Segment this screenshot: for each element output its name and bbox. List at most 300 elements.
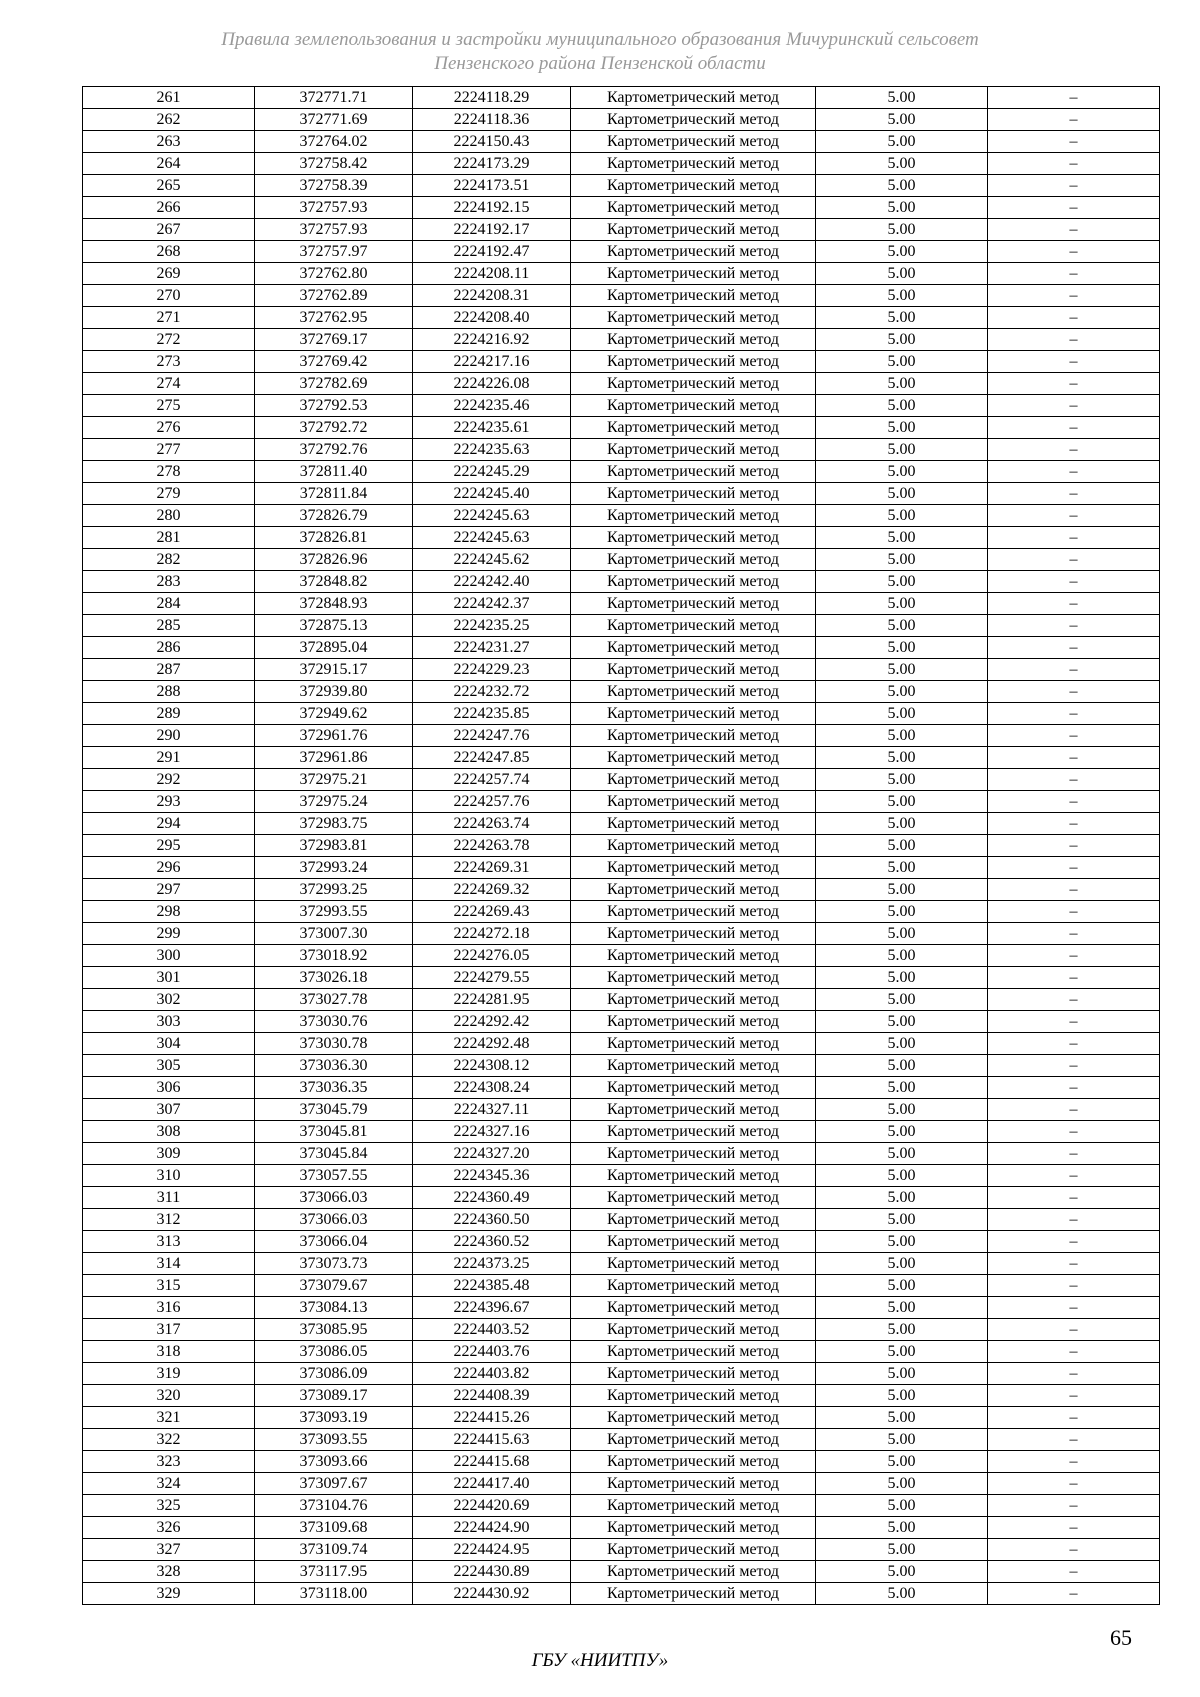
x-coordinate-cell: 372993.55 [255, 901, 413, 923]
accuracy-cell: 5.00 [816, 87, 988, 109]
table-row [83, 1011, 1160, 1033]
method-cell: Картометрический метод [571, 329, 816, 351]
point-number-cell: 312 [83, 1209, 255, 1231]
y-coordinate-cell: 2224242.40 [413, 571, 571, 593]
accuracy-cell: 5.00 [816, 923, 988, 945]
accuracy-cell: 5.00 [816, 1517, 988, 1539]
point-number-cell: 315 [83, 1275, 255, 1297]
method-cell: Картометрический метод [571, 351, 816, 373]
note-cell: – [988, 483, 1160, 505]
note-cell: – [988, 637, 1160, 659]
x-coordinate-cell: 372792.72 [255, 417, 413, 439]
table-row [83, 351, 1160, 373]
point-number-cell: 287 [83, 659, 255, 681]
note-cell: – [988, 505, 1160, 527]
method-cell: Картометрический метод [571, 1407, 816, 1429]
note-cell: – [988, 1077, 1160, 1099]
y-coordinate-cell: 2224327.11 [413, 1099, 571, 1121]
point-number-cell: 320 [83, 1385, 255, 1407]
accuracy-cell: 5.00 [816, 131, 988, 153]
note-cell: – [988, 1407, 1160, 1429]
note-cell: – [988, 1187, 1160, 1209]
accuracy-cell: 5.00 [816, 1209, 988, 1231]
y-coordinate-cell: 2224235.46 [413, 395, 571, 417]
accuracy-cell: 5.00 [816, 395, 988, 417]
table-row [83, 1561, 1160, 1583]
y-coordinate-cell: 2224396.67 [413, 1297, 571, 1319]
note-cell: – [988, 1385, 1160, 1407]
y-coordinate-cell: 2224192.47 [413, 241, 571, 263]
y-coordinate-cell: 2224245.29 [413, 461, 571, 483]
method-cell: Картометрический метод [571, 747, 816, 769]
method-cell: Картометрический метод [571, 285, 816, 307]
table-row [83, 241, 1160, 263]
accuracy-cell: 5.00 [816, 263, 988, 285]
method-cell: Картометрический метод [571, 439, 816, 461]
x-coordinate-cell: 372792.76 [255, 439, 413, 461]
point-number-cell: 283 [83, 571, 255, 593]
point-number-cell: 272 [83, 329, 255, 351]
accuracy-cell: 5.00 [816, 1297, 988, 1319]
note-cell: – [988, 725, 1160, 747]
accuracy-cell: 5.00 [816, 1583, 988, 1605]
y-coordinate-cell: 2224415.68 [413, 1451, 571, 1473]
method-cell: Картометрический метод [571, 1539, 816, 1561]
y-coordinate-cell: 2224118.29 [413, 87, 571, 109]
method-cell: Картометрический метод [571, 857, 816, 879]
x-coordinate-cell: 372875.13 [255, 615, 413, 637]
x-coordinate-cell: 373093.19 [255, 1407, 413, 1429]
table-row [83, 1253, 1160, 1275]
point-number-cell: 273 [83, 351, 255, 373]
note-cell: – [988, 945, 1160, 967]
note-cell: – [988, 285, 1160, 307]
y-coordinate-cell: 2224403.76 [413, 1341, 571, 1363]
y-coordinate-cell: 2224208.31 [413, 285, 571, 307]
table-row [83, 1407, 1160, 1429]
y-coordinate-cell: 2224247.85 [413, 747, 571, 769]
x-coordinate-cell: 372811.40 [255, 461, 413, 483]
method-cell: Картометрический метод [571, 131, 816, 153]
table-row [83, 109, 1160, 131]
note-cell: – [988, 923, 1160, 945]
y-coordinate-cell: 2224272.18 [413, 923, 571, 945]
point-number-cell: 262 [83, 109, 255, 131]
point-number-cell: 279 [83, 483, 255, 505]
point-number-cell: 268 [83, 241, 255, 263]
note-cell: – [988, 769, 1160, 791]
accuracy-cell: 5.00 [816, 791, 988, 813]
y-coordinate-cell: 2224308.12 [413, 1055, 571, 1077]
table-row [83, 417, 1160, 439]
y-coordinate-cell: 2224235.25 [413, 615, 571, 637]
method-cell: Картометрический метод [571, 1209, 816, 1231]
table-row [83, 857, 1160, 879]
x-coordinate-cell: 372961.86 [255, 747, 413, 769]
x-coordinate-cell: 373117.95 [255, 1561, 413, 1583]
note-cell: – [988, 461, 1160, 483]
accuracy-cell: 5.00 [816, 197, 988, 219]
x-coordinate-cell: 372758.39 [255, 175, 413, 197]
method-cell: Картометрический метод [571, 175, 816, 197]
method-cell: Картометрический метод [571, 527, 816, 549]
table-row [83, 1429, 1160, 1451]
note-cell: – [988, 1451, 1160, 1473]
x-coordinate-cell: 372757.93 [255, 197, 413, 219]
x-coordinate-cell: 373097.67 [255, 1473, 413, 1495]
y-coordinate-cell: 2224430.92 [413, 1583, 571, 1605]
x-coordinate-cell: 372769.42 [255, 351, 413, 373]
note-cell: – [988, 307, 1160, 329]
y-coordinate-cell: 2224257.74 [413, 769, 571, 791]
accuracy-cell: 5.00 [816, 703, 988, 725]
method-cell: Картометрический метод [571, 923, 816, 945]
y-coordinate-cell: 2224231.27 [413, 637, 571, 659]
table-row [83, 1055, 1160, 1077]
note-cell: – [988, 175, 1160, 197]
method-cell: Картометрический метод [571, 549, 816, 571]
method-cell: Картометрический метод [571, 791, 816, 813]
point-number-cell: 292 [83, 769, 255, 791]
table-row [83, 571, 1160, 593]
method-cell: Картометрический метод [571, 1231, 816, 1253]
x-coordinate-cell: 373066.03 [255, 1209, 413, 1231]
point-number-cell: 275 [83, 395, 255, 417]
note-cell: – [988, 109, 1160, 131]
method-cell: Картометрический метод [571, 1495, 816, 1517]
note-cell: – [988, 989, 1160, 1011]
y-coordinate-cell: 2224308.24 [413, 1077, 571, 1099]
method-cell: Картометрический метод [571, 813, 816, 835]
note-cell: – [988, 901, 1160, 923]
accuracy-cell: 5.00 [816, 1275, 988, 1297]
table-row [83, 1363, 1160, 1385]
note-cell: – [988, 1033, 1160, 1055]
table-row [83, 1583, 1160, 1605]
accuracy-cell: 5.00 [816, 241, 988, 263]
table-row [83, 285, 1160, 307]
table-row [83, 1231, 1160, 1253]
table-row [83, 1187, 1160, 1209]
accuracy-cell: 5.00 [816, 1407, 988, 1429]
table-row [83, 879, 1160, 901]
table-row [83, 1297, 1160, 1319]
note-cell: – [988, 1495, 1160, 1517]
point-number-cell: 329 [83, 1583, 255, 1605]
x-coordinate-cell: 373073.73 [255, 1253, 413, 1275]
point-number-cell: 277 [83, 439, 255, 461]
x-coordinate-cell: 372771.69 [255, 109, 413, 131]
x-coordinate-cell: 373066.03 [255, 1187, 413, 1209]
x-coordinate-cell: 372983.75 [255, 813, 413, 835]
y-coordinate-cell: 2224226.08 [413, 373, 571, 395]
note-cell: – [988, 1341, 1160, 1363]
table-row [83, 263, 1160, 285]
method-cell: Картометрический метод [571, 593, 816, 615]
x-coordinate-cell: 373084.13 [255, 1297, 413, 1319]
table-row [83, 637, 1160, 659]
accuracy-cell: 5.00 [816, 527, 988, 549]
note-cell: – [988, 1099, 1160, 1121]
accuracy-cell: 5.00 [816, 967, 988, 989]
accuracy-cell: 5.00 [816, 1473, 988, 1495]
x-coordinate-cell: 373030.78 [255, 1033, 413, 1055]
accuracy-cell: 5.00 [816, 1077, 988, 1099]
method-cell: Картометрический метод [571, 571, 816, 593]
table-row [83, 549, 1160, 571]
note-cell: – [988, 1253, 1160, 1275]
accuracy-cell: 5.00 [816, 1363, 988, 1385]
note-cell: – [988, 329, 1160, 351]
accuracy-cell: 5.00 [816, 1319, 988, 1341]
table-row [83, 1539, 1160, 1561]
table-row [83, 153, 1160, 175]
y-coordinate-cell: 2224417.40 [413, 1473, 571, 1495]
x-coordinate-cell: 373045.84 [255, 1143, 413, 1165]
y-coordinate-cell: 2224269.32 [413, 879, 571, 901]
point-number-cell: 325 [83, 1495, 255, 1517]
point-number-cell: 284 [83, 593, 255, 615]
x-coordinate-cell: 373018.92 [255, 945, 413, 967]
point-number-cell: 316 [83, 1297, 255, 1319]
y-coordinate-cell: 2224192.17 [413, 219, 571, 241]
page-footer: ГБУ «НИИТПУ» [531, 1650, 669, 1671]
y-coordinate-cell: 2224247.76 [413, 725, 571, 747]
table-row [83, 725, 1160, 747]
point-number-cell: 274 [83, 373, 255, 395]
accuracy-cell: 5.00 [816, 153, 988, 175]
accuracy-cell: 5.00 [816, 175, 988, 197]
note-cell: – [988, 571, 1160, 593]
point-number-cell: 261 [83, 87, 255, 109]
y-coordinate-cell: 2224373.25 [413, 1253, 571, 1275]
note-cell: – [988, 395, 1160, 417]
y-coordinate-cell: 2224415.63 [413, 1429, 571, 1451]
method-cell: Картометрический метод [571, 505, 816, 527]
point-number-cell: 317 [83, 1319, 255, 1341]
method-cell: Картометрический метод [571, 1385, 816, 1407]
note-cell: – [988, 1231, 1160, 1253]
accuracy-cell: 5.00 [816, 285, 988, 307]
x-coordinate-cell: 373045.79 [255, 1099, 413, 1121]
point-number-cell: 328 [83, 1561, 255, 1583]
method-cell: Картометрический метод [571, 967, 816, 989]
table-row [83, 1517, 1160, 1539]
point-number-cell: 296 [83, 857, 255, 879]
y-coordinate-cell: 2224327.20 [413, 1143, 571, 1165]
accuracy-cell: 5.00 [816, 1165, 988, 1187]
method-cell: Картометрический метод [571, 945, 816, 967]
header-line-1: Правила землепользования и застройки муниципального образования Мичуринский сельсовет [221, 29, 979, 50]
table-row [83, 1099, 1160, 1121]
x-coordinate-cell: 373066.04 [255, 1231, 413, 1253]
note-cell: – [988, 1297, 1160, 1319]
note-cell: – [988, 1011, 1160, 1033]
accuracy-cell: 5.00 [816, 901, 988, 923]
y-coordinate-cell: 2224269.43 [413, 901, 571, 923]
x-coordinate-cell: 372782.69 [255, 373, 413, 395]
note-cell: – [988, 1429, 1160, 1451]
method-cell: Картометрический метод [571, 483, 816, 505]
accuracy-cell: 5.00 [816, 1011, 988, 1033]
y-coordinate-cell: 2224276.05 [413, 945, 571, 967]
note-cell: – [988, 1165, 1160, 1187]
table-row [83, 197, 1160, 219]
point-number-cell: 326 [83, 1517, 255, 1539]
note-cell: – [988, 747, 1160, 769]
point-number-cell: 313 [83, 1231, 255, 1253]
note-cell: – [988, 1055, 1160, 1077]
x-coordinate-cell: 372848.93 [255, 593, 413, 615]
accuracy-cell: 5.00 [816, 329, 988, 351]
method-cell: Картометрический метод [571, 1473, 816, 1495]
method-cell: Картометрический метод [571, 1297, 816, 1319]
point-number-cell: 301 [83, 967, 255, 989]
method-cell: Картометрический метод [571, 681, 816, 703]
accuracy-cell: 5.00 [816, 571, 988, 593]
point-number-cell: 300 [83, 945, 255, 967]
point-number-cell: 294 [83, 813, 255, 835]
x-coordinate-cell: 373079.67 [255, 1275, 413, 1297]
method-cell: Картометрический метод [571, 1165, 816, 1187]
table-row [83, 813, 1160, 835]
accuracy-cell: 5.00 [816, 439, 988, 461]
accuracy-cell: 5.00 [816, 461, 988, 483]
table-row [83, 175, 1160, 197]
table-row [83, 1451, 1160, 1473]
y-coordinate-cell: 2224327.16 [413, 1121, 571, 1143]
method-cell: Картометрический метод [571, 219, 816, 241]
note-cell: – [988, 835, 1160, 857]
method-cell: Картометрический метод [571, 153, 816, 175]
note-cell: – [988, 439, 1160, 461]
table-row [83, 1077, 1160, 1099]
point-number-cell: 264 [83, 153, 255, 175]
accuracy-cell: 5.00 [816, 1143, 988, 1165]
table-row [83, 1495, 1160, 1517]
x-coordinate-cell: 372895.04 [255, 637, 413, 659]
y-coordinate-cell: 2224173.51 [413, 175, 571, 197]
note-cell: – [988, 1209, 1160, 1231]
accuracy-cell: 5.00 [816, 1033, 988, 1055]
table-row [83, 1143, 1160, 1165]
note-cell: – [988, 857, 1160, 879]
note-cell: – [988, 791, 1160, 813]
y-coordinate-cell: 2224424.95 [413, 1539, 571, 1561]
y-coordinate-cell: 2224173.29 [413, 153, 571, 175]
x-coordinate-cell: 372758.42 [255, 153, 413, 175]
point-number-cell: 293 [83, 791, 255, 813]
x-coordinate-cell: 372757.97 [255, 241, 413, 263]
table-row [83, 747, 1160, 769]
x-coordinate-cell: 373036.30 [255, 1055, 413, 1077]
table-row [83, 945, 1160, 967]
x-coordinate-cell: 372975.24 [255, 791, 413, 813]
x-coordinate-cell: 373027.78 [255, 989, 413, 1011]
accuracy-cell: 5.00 [816, 637, 988, 659]
accuracy-cell: 5.00 [816, 593, 988, 615]
note-cell: – [988, 1517, 1160, 1539]
accuracy-cell: 5.00 [816, 1253, 988, 1275]
x-coordinate-cell: 373085.95 [255, 1319, 413, 1341]
point-number-cell: 303 [83, 1011, 255, 1033]
x-coordinate-cell: 373007.30 [255, 923, 413, 945]
y-coordinate-cell: 2224150.43 [413, 131, 571, 153]
point-number-cell: 265 [83, 175, 255, 197]
accuracy-cell: 5.00 [816, 109, 988, 131]
point-number-cell: 285 [83, 615, 255, 637]
method-cell: Картометрический метод [571, 1451, 816, 1473]
method-cell: Картометрический метод [571, 637, 816, 659]
note-cell: – [988, 659, 1160, 681]
table-row [83, 307, 1160, 329]
note-cell: – [988, 1363, 1160, 1385]
point-number-cell: 295 [83, 835, 255, 857]
accuracy-cell: 5.00 [816, 483, 988, 505]
table-row [83, 1341, 1160, 1363]
x-coordinate-cell: 373109.68 [255, 1517, 413, 1539]
page-header [0, 28, 1200, 76]
y-coordinate-cell: 2224257.76 [413, 791, 571, 813]
table-row [83, 131, 1160, 153]
point-number-cell: 324 [83, 1473, 255, 1495]
accuracy-cell: 5.00 [816, 417, 988, 439]
accuracy-cell: 5.00 [816, 1451, 988, 1473]
table-row [83, 527, 1160, 549]
x-coordinate-cell: 373030.76 [255, 1011, 413, 1033]
y-coordinate-cell: 2224360.52 [413, 1231, 571, 1253]
y-coordinate-cell: 2224245.40 [413, 483, 571, 505]
note-cell: – [988, 219, 1160, 241]
method-cell: Картометрический метод [571, 901, 816, 923]
method-cell: Картометрический метод [571, 1033, 816, 1055]
table-row [83, 439, 1160, 461]
coordinates-table [82, 86, 1160, 1605]
y-coordinate-cell: 2224217.16 [413, 351, 571, 373]
point-number-cell: 306 [83, 1077, 255, 1099]
x-coordinate-cell: 373109.74 [255, 1539, 413, 1561]
point-number-cell: 286 [83, 637, 255, 659]
accuracy-cell: 5.00 [816, 879, 988, 901]
point-number-cell: 263 [83, 131, 255, 153]
y-coordinate-cell: 2224279.55 [413, 967, 571, 989]
x-coordinate-cell: 372764.02 [255, 131, 413, 153]
y-coordinate-cell: 2224232.72 [413, 681, 571, 703]
note-cell: – [988, 153, 1160, 175]
point-number-cell: 304 [83, 1033, 255, 1055]
point-number-cell: 314 [83, 1253, 255, 1275]
table-row [83, 593, 1160, 615]
method-cell: Картометрический метод [571, 769, 816, 791]
accuracy-cell: 5.00 [816, 835, 988, 857]
note-cell: – [988, 1319, 1160, 1341]
point-number-cell: 319 [83, 1363, 255, 1385]
y-coordinate-cell: 2224269.31 [413, 857, 571, 879]
note-cell: – [988, 593, 1160, 615]
method-cell: Картометрический метод [571, 241, 816, 263]
y-coordinate-cell: 2224360.49 [413, 1187, 571, 1209]
point-number-cell: 280 [83, 505, 255, 527]
point-number-cell: 310 [83, 1165, 255, 1187]
x-coordinate-cell: 372811.84 [255, 483, 413, 505]
y-coordinate-cell: 2224415.26 [413, 1407, 571, 1429]
method-cell: Картометрический метод [571, 615, 816, 637]
accuracy-cell: 5.00 [816, 351, 988, 373]
method-cell: Картометрический метод [571, 659, 816, 681]
accuracy-cell: 5.00 [816, 1429, 988, 1451]
table-row [83, 219, 1160, 241]
method-cell: Картометрический метод [571, 703, 816, 725]
